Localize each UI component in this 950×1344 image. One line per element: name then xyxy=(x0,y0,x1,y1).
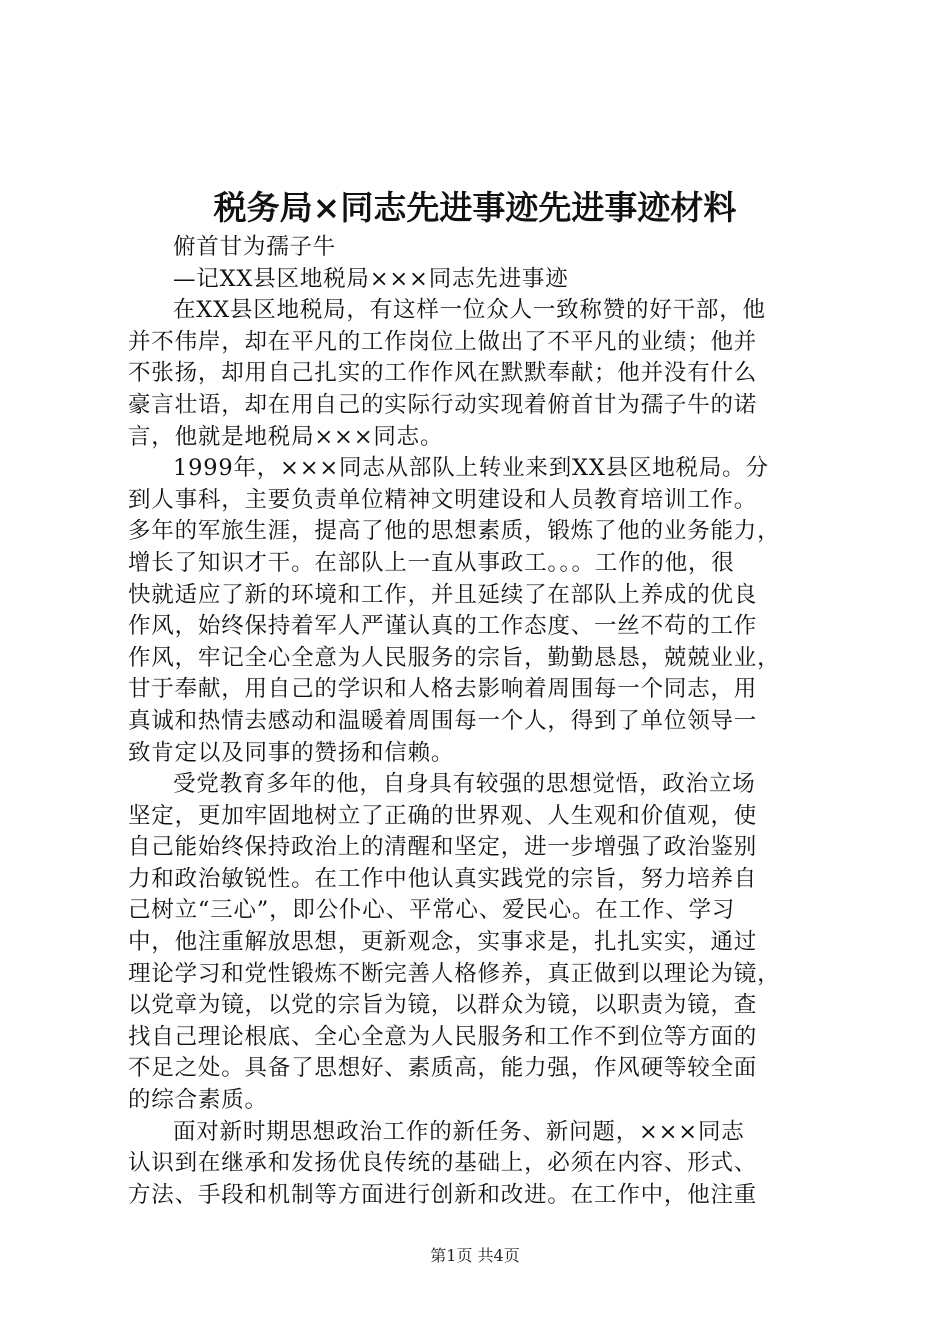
paragraph-line: 豪言壮语，却在用自己的实际行动实现着俯首甘为孺子牛的诺 xyxy=(128,391,758,418)
paragraph-line: 增长了知识才干。在部队上一直从事政工。。。工作的他，很 xyxy=(128,549,735,576)
paragraph-line: 并不伟岸，却在平凡的工作岗位上做出了不平凡的业绩；他并 xyxy=(128,328,758,355)
paragraph-line: 以党章为镜，以党的宗旨为镜，以群众为镜，以职责为镜，查 xyxy=(128,992,758,1019)
paragraph-line: 己树立“三心”，即公仆心、平常心、爱民心。在工作、学习 xyxy=(128,897,736,924)
page-footer: 第1页 共4页 xyxy=(430,1246,520,1265)
paragraph-line: 方法、手段和机制等方面进行创新和改进。在工作中，他注重 xyxy=(128,1181,758,1208)
paragraph-line: 不足之处。具备了思想好、素质高，能力强，作风硬等较全面 xyxy=(128,1055,758,1082)
paragraph-line: 作风，牢记全心全意为人民服务的宗旨，勤勤恳恳，兢兢业业， xyxy=(128,644,781,671)
paragraph-line: 的综合素质。 xyxy=(128,1087,268,1114)
paragraph-line: 坚定，更加牢固地树立了正确的世界观、人生观和价值观，使 xyxy=(128,802,758,829)
paragraph-line: 快就适应了新的环境和工作，并且延续了在部队上养成的优良 xyxy=(128,581,758,608)
paragraph-line: 致肯定以及同事的赞扬和信赖。 xyxy=(128,739,455,766)
paragraph-line: 中，他注重解放思想，更新观念，实事求是，扎扎实实，通过 xyxy=(128,929,758,956)
paragraph-line: 理论学习和党性锻炼不断完善人格修养，真正做到以理论为镜， xyxy=(128,960,781,987)
paragraph-line: 作风，始终保持着军人严谨认真的工作态度、一丝不苟的工作 xyxy=(128,613,758,640)
paragraph-line: 到人事科，主要负责单位精神文明建设和人员教育培训工作。 xyxy=(128,486,758,513)
paragraph-line: 言，他就是地税局×××同志。 xyxy=(128,423,444,450)
paragraph-line: 自己能始终保持政治上的清醒和坚定，进一步增强了政治鉴别 xyxy=(128,834,758,861)
paragraph-line: 多年的军旅生涯，提高了他的思想素质，锻炼了他的业务能力， xyxy=(128,518,781,545)
paragraph-line: 甘于奉献，用自己的学识和人格去影响着周围每一个同志，用 xyxy=(128,676,758,703)
paragraph-line: 在XX县区地税局，有这样一位众人一致称赞的好干部，他 xyxy=(173,297,766,324)
paragraph-line: 认识到在继承和发扬优良传统的基础上，必须在内容、形式、 xyxy=(128,1150,758,1177)
document-body xyxy=(128,232,838,1211)
paragraph-line: 面对新时期思想政治工作的新任务、新问题，×××同志 xyxy=(173,1118,745,1145)
document-title: 税务局×同志先进事迹先进事迹材料 xyxy=(213,188,737,227)
paragraph-line: 不张扬，却用自己扎实的工作作风在默默奉献；他并没有什么 xyxy=(128,360,758,387)
subtitle-line: —记XX县区地税局×××同志先进事迹 xyxy=(173,265,569,292)
paragraph-line: 受党教育多年的他，自身具有较强的思想觉悟，政治立场 xyxy=(173,771,756,798)
paragraph-line: 力和政治敏锐性。在工作中他认真实践党的宗旨，努力培养自 xyxy=(128,865,758,892)
subtitle-line: 俯首甘为孺子牛 xyxy=(173,234,337,260)
paragraph-line: 1999年，×××同志从部队上转业来到XX县区地税局。分 xyxy=(173,455,769,482)
paragraph-line: 找自己理论根底、全心全意为人民服务和工作不到位等方面的 xyxy=(128,1023,758,1050)
paragraph-line: 真诚和热情去感动和温暖着周围每一个人，得到了单位领导一 xyxy=(128,707,758,734)
